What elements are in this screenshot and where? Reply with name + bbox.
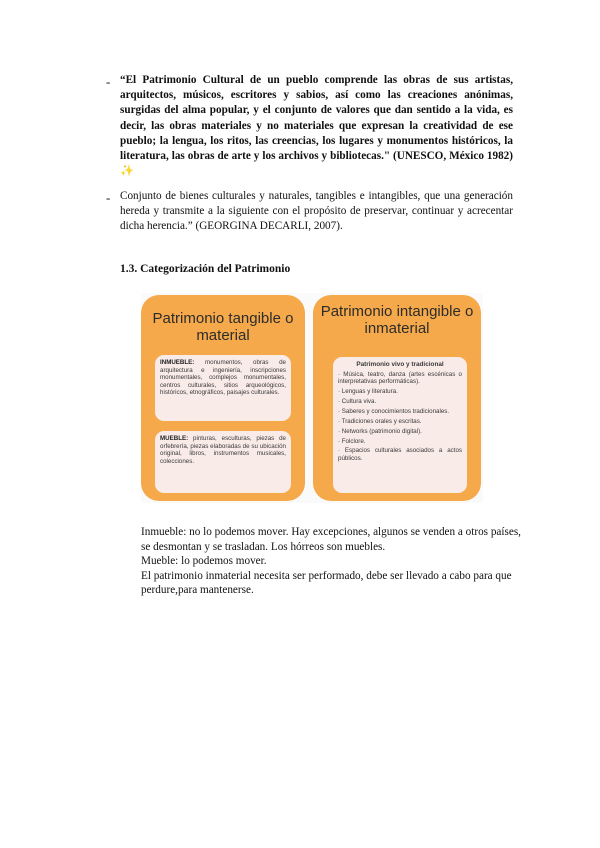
- intangible-card: [313, 295, 481, 501]
- intangible-box-title: Patrimonio vivo y tradicional: [356, 361, 444, 368]
- mueble-label: MUEBLE:: [160, 435, 189, 442]
- intangible-title: Patrimonio intangible o inmaterial: [320, 303, 474, 337]
- unesco-quote-text: “El Patrimonio Cultural de un pueblo comprende las obras de sus artistas, arquitectos, músicos, escritores y sabios, así como las creaciones anónimas, surgidas del alma popular, y el conjunto de valores que dan sentido a la vida, es decir, las obras materiales y no materiales que expresan la creatividad de ese pueblo; la lengua, los ritos, las creencias, los lugares y monumentos históricos, la literatura, las obras de arte y los archivos y bibliotecas." (UNESCO, México 1982): [120, 74, 513, 163]
- list-item: · Networks (patrimonio digital).: [338, 427, 422, 435]
- note-inmueble: Inmueble: no lo podemos mover. Hay excepciones, algunos se venden a otros países, se desmontan y se trasladan. Los hórreos son muebles.: [141, 526, 521, 553]
- note-mueble: Mueble: lo podemos mover.: [141, 555, 267, 568]
- unesco-quote: [120, 73, 513, 179]
- notes: [141, 525, 521, 598]
- inmueble-box: [155, 355, 291, 421]
- list-item: · Saberes y conocimientos tradicionales.: [338, 407, 450, 415]
- bullet-marker: -: [106, 190, 111, 205]
- mueble-text: pinturas, esculturas, piezas de orfebrería, piezas elaboradas de su ubicación original, libros, instrumentos musicales, colecciones.: [160, 435, 286, 465]
- sparkle-icon: ✨: [120, 165, 134, 178]
- list-item: · Folclore.: [338, 437, 366, 445]
- list-item: · Lenguas y literatura.: [338, 388, 398, 396]
- decarli-quote: Conjunto de bienes culturales y naturales, tangibles e intangibles, que una generación hereda y transmite a la siguiente con el propósito de preservar, continuar y acrecentar dicha herencia.” (GEORGINA DECARLI, 2007).: [120, 190, 513, 233]
- list-item: · Espacios culturales asociados a actos públicos.: [338, 447, 462, 463]
- list-item: · Tradiciones orales y escritas.: [338, 417, 422, 425]
- heritage-diagram: [141, 293, 483, 503]
- section-heading: 1.3. Categorización del Patrimonio: [120, 263, 291, 275]
- inmueble-text: monumentos, obras de arquitectura e ingeniería, inscripciones monumentales, complejos monumentales, centros culturales, sitios arqueológicos, históricos, etnográficos, paisajes culturales.: [160, 359, 286, 397]
- bullet-marker: -: [106, 74, 111, 89]
- list-item: · Música, teatro, danza (artes escénicas o interpretativas performáticas).: [338, 370, 462, 386]
- tangible-title: Patrimonio tangible o material: [152, 310, 294, 344]
- inmueble-label: INMUEBLE:: [160, 359, 195, 366]
- note-inmaterial: El patrimonio inmaterial necesita ser performado, debe ser llevado a cabo para que perdure,para mantenerse.: [141, 569, 512, 597]
- tangible-card: [141, 295, 305, 501]
- list-item: · Cultura viva.: [338, 397, 377, 405]
- mueble-box: [155, 431, 291, 493]
- intangible-list-box: [333, 357, 467, 493]
